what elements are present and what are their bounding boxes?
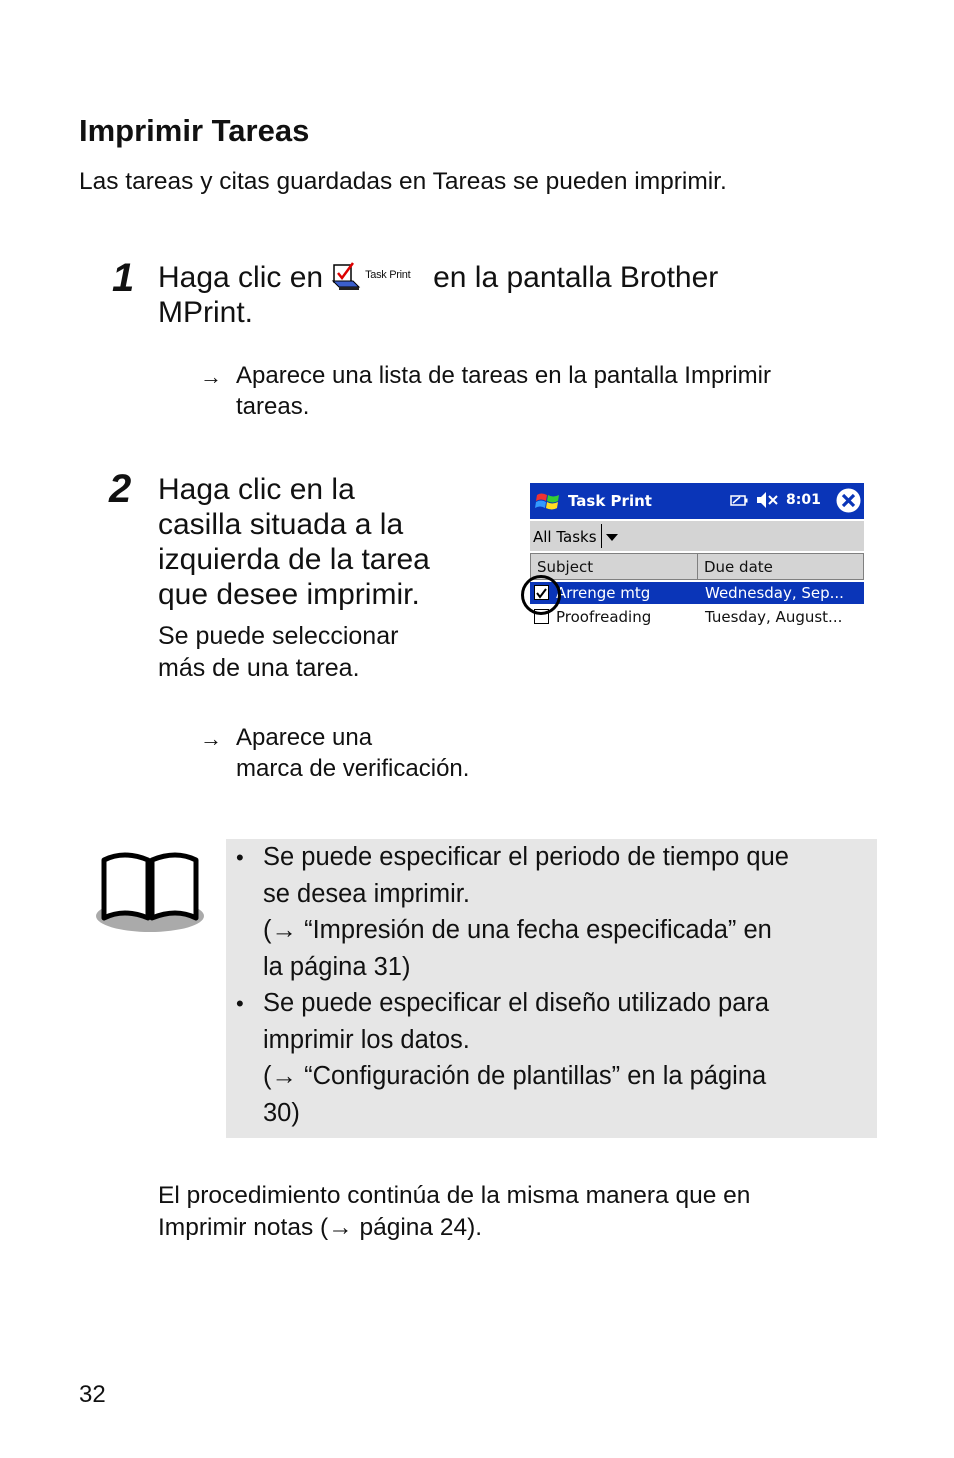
task-print-icon-label: Task Print: [365, 269, 411, 282]
closing-line2: Imprimir notas (→ página 24).: [158, 1214, 483, 1241]
step-1-result: [236, 360, 876, 422]
note-line: (→ “Configuración de plantillas” en la página: [263, 1062, 767, 1090]
note-line: se desea imprimir.: [263, 879, 470, 908]
step-2-line: que desee imprimir.: [158, 578, 420, 611]
step-2-line: izquierda de la tarea: [158, 543, 430, 576]
page-number: 32: [79, 1381, 106, 1408]
chevron-down-icon[interactable]: [606, 534, 618, 541]
note-line: Se puede especificar el diseño utilizado para: [263, 989, 770, 1017]
title-bar: [530, 483, 864, 519]
note-item-1: [263, 839, 868, 985]
bullet: •: [236, 845, 244, 870]
note-line: 30): [263, 1098, 300, 1127]
step-2-line: Haga clic en la: [158, 473, 355, 506]
note-line: imprimir los datos.: [263, 1025, 470, 1054]
step-2-result-line2: marca de verificación.: [236, 755, 470, 782]
intro-text: Las tareas y citas guardadas en Tareas se pueden imprimir.: [79, 168, 727, 195]
windows-flag-icon[interactable]: [534, 487, 562, 515]
filter-bar: [530, 521, 864, 551]
task-due-date: Wednesday, Sep...: [705, 584, 844, 602]
task-print-icon: [331, 261, 425, 291]
note-item-2: [263, 985, 868, 1131]
step-2-result: [236, 722, 576, 784]
task-subject: Proofreading: [556, 608, 652, 626]
task-print-screenshot: [530, 483, 864, 631]
bullet: •: [236, 991, 244, 1016]
highlight-circle: [521, 575, 561, 615]
section-heading: Imprimir Tareas: [79, 113, 310, 148]
step-1-text-before: Haga clic en: [158, 261, 324, 294]
step-1-text: [158, 260, 878, 330]
category-filter[interactable]: All Tasks: [533, 528, 597, 546]
app-title: Task Print: [568, 492, 652, 510]
step-2-result-arrow: →: [200, 726, 222, 751]
task-row[interactable]: [530, 606, 864, 628]
note-box: [226, 839, 877, 1138]
task-subject: Arrenge mtg: [556, 584, 651, 602]
step-2-subtext: [158, 620, 498, 684]
step-1-number: 1: [112, 256, 135, 300]
task-row[interactable]: [530, 582, 864, 604]
step-1-text-after: en la pantalla Brother: [433, 261, 719, 294]
task-due-date: Tuesday, August...: [705, 608, 843, 626]
close-icon[interactable]: [835, 487, 862, 514]
filter-separator: [601, 524, 602, 548]
step-2-sub-line: Se puede seleccionar: [158, 622, 399, 650]
step-2-result-line1: Aparece una: [236, 724, 373, 751]
note-line: (→ “Impresión de una fecha especificada” en: [263, 916, 772, 944]
closing-line1: El procedimiento continúa de la misma manera que en: [158, 1182, 751, 1209]
step-2-line: casilla situada a la: [158, 508, 404, 541]
column-header-subject[interactable]: Subject: [530, 553, 698, 580]
step-1-result-line1: Aparece una lista de tareas en la pantalla Imprimir: [236, 362, 771, 389]
step-1-result-line2: tareas.: [236, 393, 310, 420]
step-1-result-arrow: →: [200, 364, 222, 389]
column-header-due-date[interactable]: Due date: [697, 553, 864, 580]
step-2-text: [158, 472, 498, 612]
speaker-muted-icon[interactable]: [756, 491, 780, 509]
note-line: la página 31): [263, 952, 411, 981]
step-2-number: 2: [109, 467, 132, 511]
book-icon: [94, 846, 206, 936]
step-1-text-line2: MPrint.: [158, 296, 254, 329]
battery-icon[interactable]: [730, 494, 748, 506]
clock[interactable]: 8:01: [786, 492, 821, 508]
step-2-sub-line: más de una tarea.: [158, 654, 360, 682]
note-line: Se puede especificar el periodo de tiempo que: [263, 843, 789, 871]
closing-text: [158, 1180, 750, 1244]
